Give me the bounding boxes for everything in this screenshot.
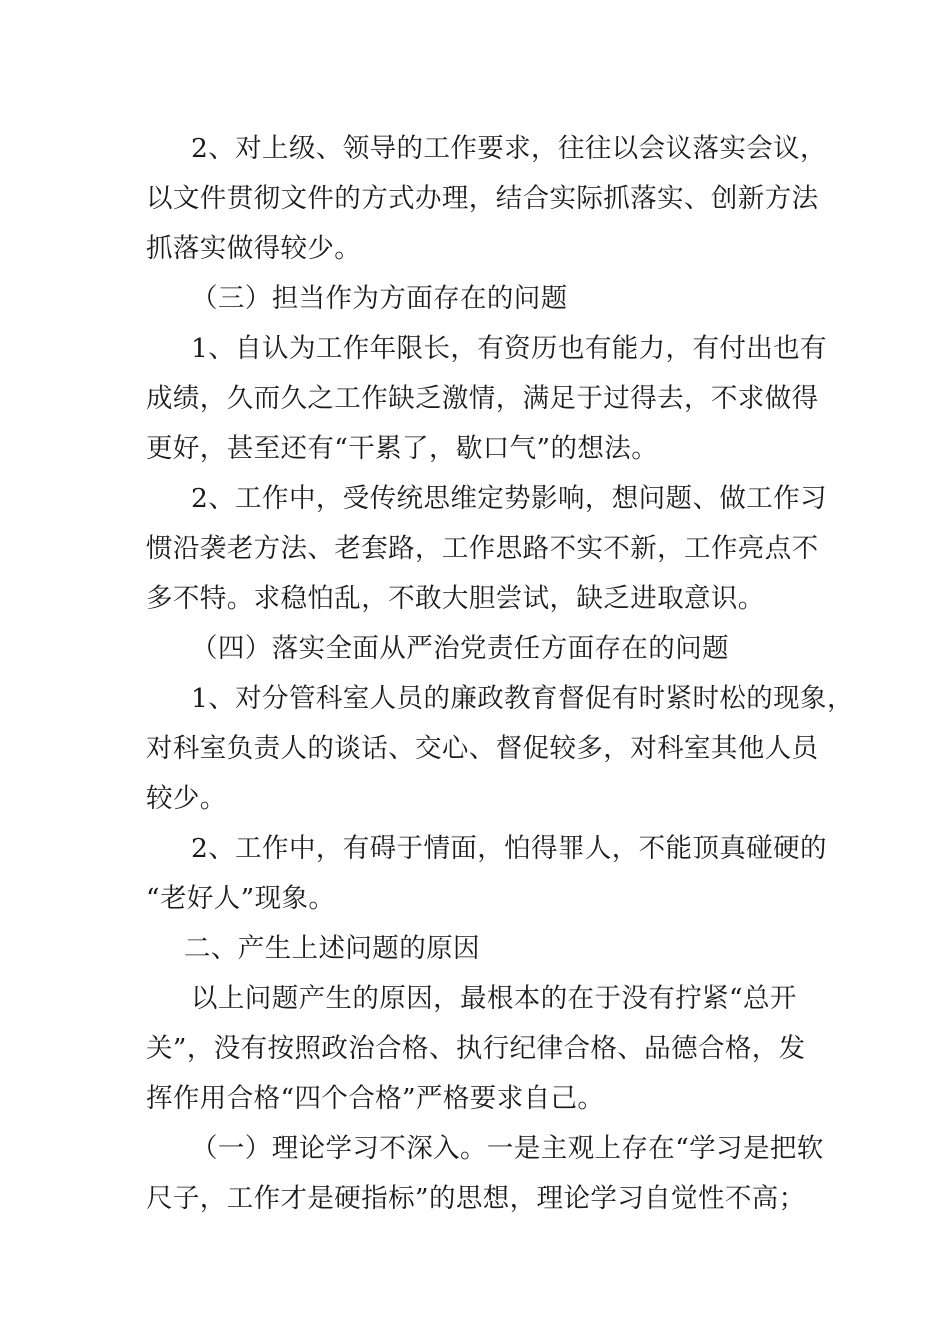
document-body (146, 124, 854, 1224)
text-line: 更好，甚至还有“干累了，歇口气”的想法。 (146, 433, 659, 464)
text-line: 成绩，久而久之工作缺乏激情，满足于过得去，不求做得 (146, 383, 819, 414)
text-line: 2、对上级、领导的工作要求，往往以会议落实会议， (191, 133, 827, 164)
text-line: 1、对分管科室人员的廉政教育督促有时紧时松的现象， (191, 683, 854, 714)
text-line: 以文件贯彻文件的方式办理，结合实际抓落实、创新方法 (146, 183, 819, 214)
text-line: “老好人”现象。 (146, 883, 336, 914)
text-line: 2、工作中，有碍于情面，怕得罪人，不能顶真碰硬的 (191, 833, 827, 864)
text-line: 抓落实做得较少。 (146, 233, 362, 264)
text-line: 挥作用合格“四个合格”严格要求自己。 (146, 1083, 605, 1114)
text-line: 对科室负责人的谈话、交心、督促较多，对科室其他人员 (146, 733, 819, 764)
text-line: 2、工作中，受传统思维定势影响，想问题、做工作习 (191, 483, 827, 514)
section-heading: （三）担当作为方面存在的问题 (191, 283, 568, 314)
text-line: 多不特。求稳怕乱，不敢大胆尝试，缺乏进取意识。 (146, 583, 765, 614)
text-line: 1、自认为工作年限长，有资历也有能力，有付出也有 (191, 333, 827, 364)
text-line: 以上问题产生的原因，最根本的在于没有拧紧“总开 (191, 983, 797, 1014)
text-line: 关”，没有按照政治合格、执行纪律合格、品德合格，发 (146, 1033, 806, 1064)
text-line: 惯沿袭老方法、老套路，工作思路不实不新，工作亮点不 (146, 533, 819, 564)
section-heading: （四）落实全面从严治党责任方面存在的问题 (191, 633, 729, 664)
chapter-heading: 二、产生上述问题的原因 (184, 933, 480, 964)
section-heading: （一）理论学习不深入。一是主观上存在“学习是把软 (191, 1133, 824, 1164)
text-line: 较少。 (146, 783, 227, 814)
text-line: 尺子，工作才是硬指标”的思想，理论学习自觉性不高； (146, 1183, 806, 1214)
